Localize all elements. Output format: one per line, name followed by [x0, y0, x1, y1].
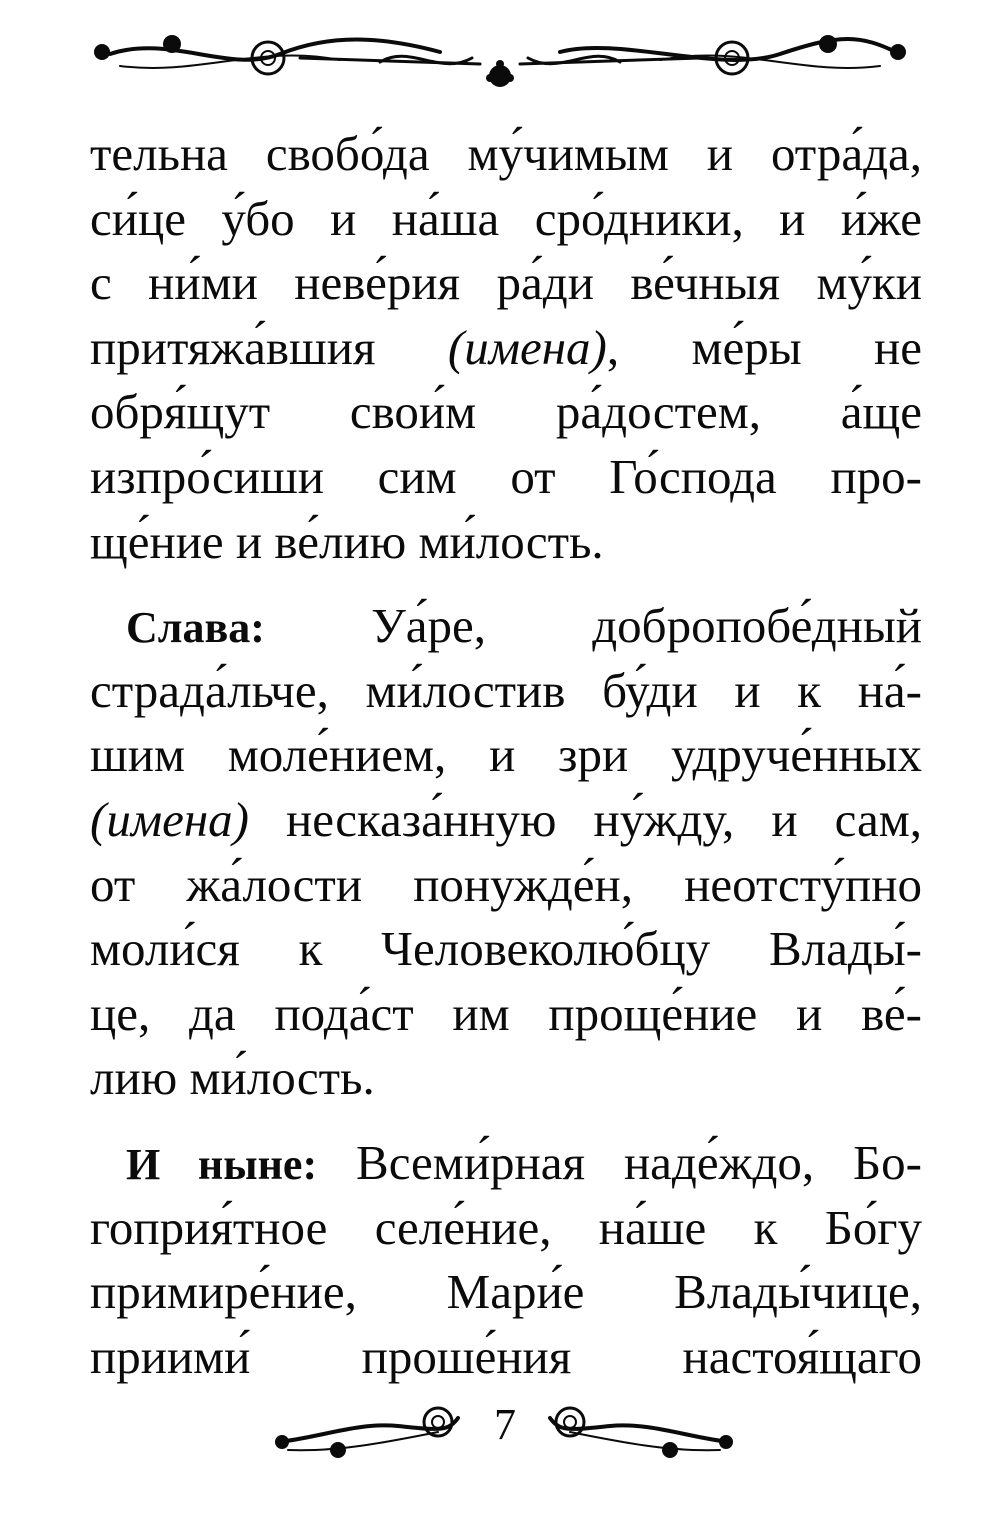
text-line: [90, 445, 922, 510]
text-line: [90, 1325, 922, 1390]
text-line: [90, 594, 922, 659]
paragraph-gap: [90, 574, 922, 594]
text-span: изпро́сиши сим от Го́спода про-: [90, 448, 922, 504]
text-span: несказа́нную ну́жду, и сам,: [248, 791, 922, 847]
text-span: примире́ние, Мари́е Влады́чице,: [90, 1264, 922, 1320]
text-line: [90, 982, 922, 1047]
text-span: притяжа́вшия: [90, 319, 448, 375]
flourish-right-icon: [540, 1392, 740, 1462]
text-line: [90, 917, 922, 982]
text-span: с ни́ми неве́рия ра́ди ве́чныя му́ки: [90, 255, 922, 311]
text-line: [90, 380, 922, 445]
paragraph-gap: [90, 1111, 922, 1131]
text-span: тельна свобо́да му́чимым и отра́да,: [90, 126, 922, 181]
text-span: от жа́лости понужде́н, неотсту́пно: [90, 856, 922, 912]
rubric-label: Слава:: [126, 603, 265, 653]
text-line: [90, 1131, 922, 1196]
text-span: приими́ проше́ния настоя́щаго: [90, 1328, 922, 1384]
prayer-text: [90, 122, 922, 1389]
text-line: [90, 316, 922, 381]
names-placeholder: (имена): [90, 791, 249, 847]
text-line: [90, 187, 922, 252]
text-span: , ме́ры не: [606, 319, 923, 375]
names-placeholder: (имена): [447, 319, 607, 375]
text-span: моли́ся к Человеколю́бцу Влады́-: [90, 921, 922, 977]
text-line: [90, 122, 922, 187]
text-span: це, да пода́ст им проще́ние и ве́-: [90, 985, 922, 1041]
text-span: Уа́ре, добропобе́дный: [264, 598, 922, 654]
text-line: [90, 659, 922, 724]
text-line: [90, 1260, 922, 1325]
text-span: страда́льче, ми́лостив бу́ди и к на́-: [90, 662, 922, 718]
text-line: [90, 510, 922, 575]
text-span: си́це у́бо и на́ша сро́дники, и и́же: [90, 190, 922, 246]
text-line: [90, 251, 922, 316]
text-span: ще́ние и ве́лию ми́лость.: [90, 513, 604, 569]
text-span: шим моле́нием, и зри удруче́нных: [90, 727, 922, 783]
text-line: [90, 1196, 922, 1261]
text-line: [90, 853, 922, 918]
rubric-label: И ныне:: [126, 1139, 318, 1189]
text-span: гоприя́тное селе́ние, на́ше к Бо́гу: [90, 1199, 922, 1255]
text-span: Всеми́рная наде́ждо, Бо-: [317, 1134, 922, 1190]
text-span: лию ми́лость.: [90, 1050, 375, 1106]
text-line: [90, 723, 922, 788]
flourish-left-icon: [268, 1392, 468, 1462]
text-span: обря́щут свои́м ра́достем, а́ще: [90, 384, 922, 440]
text-line: [90, 788, 922, 853]
page-number: 7: [494, 1400, 516, 1449]
text-line: [90, 1046, 922, 1111]
header-ornament-icon: [80, 14, 920, 94]
